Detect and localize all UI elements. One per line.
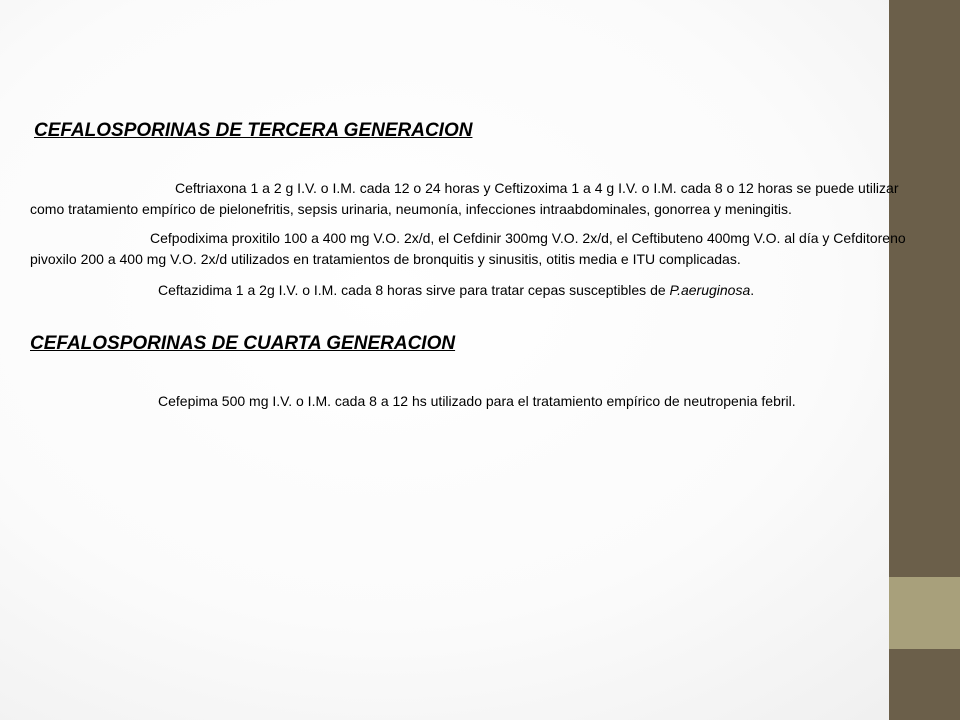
ceftazidima-organism: P.aeruginosa xyxy=(669,282,751,298)
decorative-side-accent xyxy=(889,577,960,649)
slide-content xyxy=(30,118,932,412)
ceftazidima-period: . xyxy=(750,282,755,298)
heading-fourth-generation: CEFALOSPORINAS DE CUARTA GENERACION xyxy=(30,333,456,354)
ceftazidima-text: Ceftazidima 1 a 2g I.V. o I.M. cada 8 horas sirve para tratar cepas susceptibles de xyxy=(158,282,670,298)
paragraph-ceftazidima xyxy=(30,280,932,301)
paragraph-ceftriaxona: Ceftriaxona 1 a 2 g I.V. o I.M. cada 12 o 24 horas y Ceftizoxima 1 a 4 g I.V. o I.M. cada 8 o 12 horas se puede utilizar como tratamiento empírico de pielonefritis, sepsis urinaria, neumonía, infecciones intraabdominales, gonorrea y meningitis. xyxy=(30,180,899,217)
heading-third-generation: CEFALOSPORINAS DE TERCERA GENERACION xyxy=(34,120,473,141)
paragraph-cefpodoxima: Cefpodixima proxitilo 100 a 400 mg V.O. 2x/d, el Cefdinir 300mg V.O. 2x/d, el Ceftibuteno 400mg V.O. al día y Cefditoreno pivoxilo 200 a 400 mg V.O. 2x/d utilizados en tratamientos de bronquitis y sinusitis, otitis media e ITU complicadas. xyxy=(30,230,906,267)
paragraph-cefepima: Cefepima 500 mg I.V. o I.M. cada 8 a 12 hs utilizado para el tratamiento empírico de neutropenia febril. xyxy=(158,393,796,409)
